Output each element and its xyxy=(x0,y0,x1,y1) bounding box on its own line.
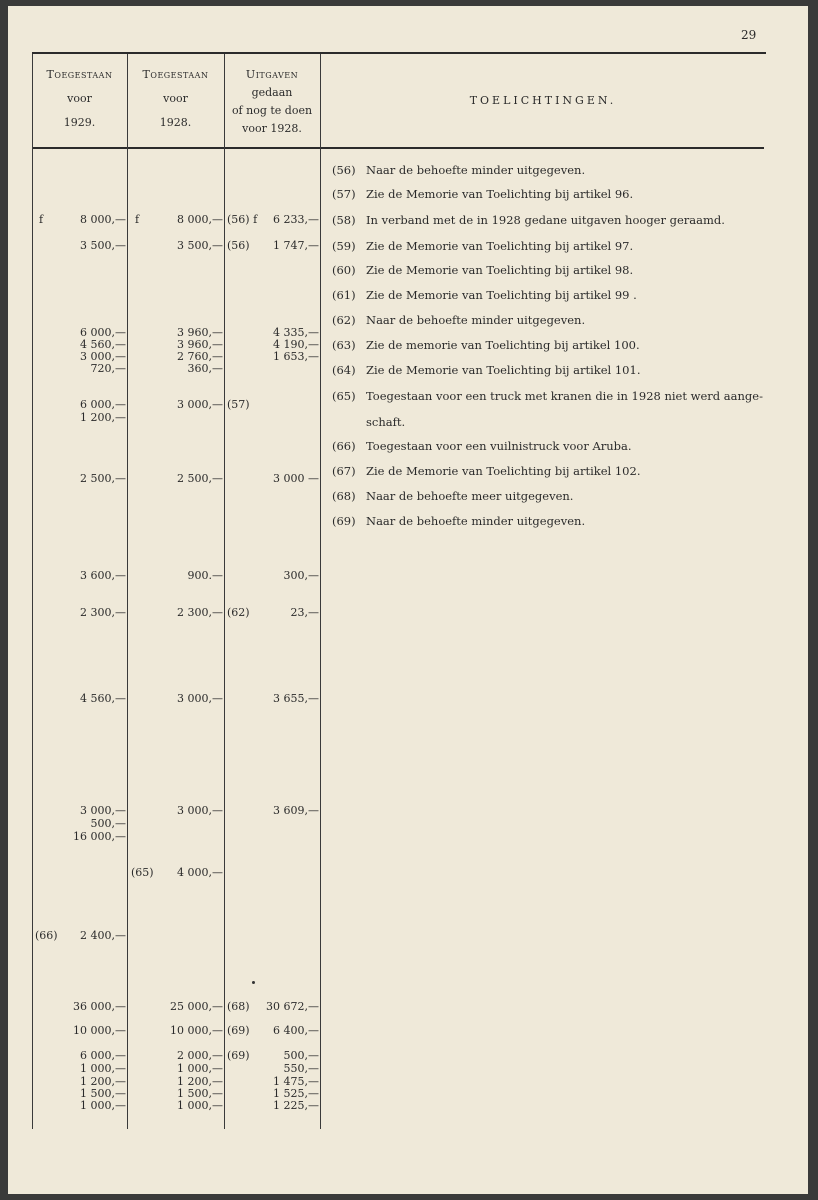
amount-1928: 8 000,— xyxy=(177,213,223,226)
amount-1928: 4 000,— xyxy=(177,866,223,879)
amount-1929: 1 200,— xyxy=(80,411,126,424)
amount-1929: 2 500,— xyxy=(80,472,126,485)
column-divider xyxy=(32,54,33,1129)
note-item: (68) Naar de behoefte meer uitgegeven. xyxy=(332,489,574,503)
note-item: (56) Naar de behoefte minder uitgegeven. xyxy=(332,163,586,177)
note-continuation: schaft. xyxy=(366,415,406,429)
note-ref: (62) xyxy=(227,606,250,619)
amount-uitgaven: 3 000 — xyxy=(273,472,319,485)
amount-uitgaven: 23,— xyxy=(290,606,319,619)
header-col-1928: Toegestaan voor 1928. xyxy=(142,68,209,129)
document-page xyxy=(8,6,808,1194)
top-rule xyxy=(32,52,766,54)
amount-uitgaven: 4 335,— xyxy=(273,326,319,339)
amount-1929: 6 000,— xyxy=(80,1049,126,1062)
amount-uitgaven: 1 747,— xyxy=(273,239,319,252)
note-ref: (69) xyxy=(227,1049,250,1062)
column-divider xyxy=(224,54,225,1129)
amount-1929: 4 560,— xyxy=(80,338,126,351)
note-ref: (56) f xyxy=(227,213,258,226)
amount-1928: 1 000,— xyxy=(177,1099,223,1112)
amount-1928: 1 200,— xyxy=(177,1075,223,1088)
amount-uitgaven: 1 225,— xyxy=(273,1099,319,1112)
currency-mark: f xyxy=(39,213,44,226)
note-item: (66) Toegestaan voor een vuilnistruck voor Aruba. xyxy=(332,439,632,453)
amount-1929: 6 000,— xyxy=(80,398,126,411)
note-ref: (56) xyxy=(227,239,250,252)
amount-1929: 1 500,— xyxy=(80,1087,126,1100)
amount-uitgaven: 6 400,— xyxy=(273,1024,319,1037)
amount-1928: 3 500,— xyxy=(177,239,223,252)
amount-1928: 1 000,— xyxy=(177,1062,223,1075)
amount-1929: 3 000,— xyxy=(80,804,126,817)
header-rule xyxy=(32,147,764,149)
amount-uitgaven: 1 475,— xyxy=(273,1075,319,1088)
amount-1928: 2 300,— xyxy=(177,606,223,619)
amount-1929: 8 000,— xyxy=(80,213,126,226)
ink-speck xyxy=(252,981,255,984)
amount-1929: 36 000,— xyxy=(73,1000,126,1013)
amount-uitgaven: 6 233,— xyxy=(273,213,319,226)
amount-1928: 3 000,— xyxy=(177,398,223,411)
amount-1928: 10 000,— xyxy=(170,1024,223,1037)
note-ref: (68) xyxy=(227,1000,250,1013)
amount-1929: 3 600,— xyxy=(80,569,126,582)
amount-1928: 2 760,— xyxy=(177,350,223,363)
amount-1929: 10 000,— xyxy=(73,1024,126,1037)
amount-1928: 3 000,— xyxy=(177,692,223,705)
amount-1929: 500,— xyxy=(90,817,126,830)
amount-1929: 1 000,— xyxy=(80,1099,126,1112)
amount-uitgaven: 4 190,— xyxy=(273,338,319,351)
amount-1929: 1 000,— xyxy=(80,1062,126,1075)
amount-uitgaven: 1 653,— xyxy=(273,350,319,363)
currency-mark: f xyxy=(135,213,140,226)
amount-1929: 2 400,— xyxy=(80,929,126,942)
amount-uitgaven: 550,— xyxy=(283,1062,319,1075)
note-item: (59) Zie de Memorie van Toelichting bij artikel 97. xyxy=(332,239,634,253)
amount-uitgaven: 500,— xyxy=(283,1049,319,1062)
note-item: (57) Zie de Memorie van Toelichting bij artikel 96. xyxy=(332,187,634,201)
amount-1929: 3 500,— xyxy=(80,239,126,252)
note-ref: (65) xyxy=(131,866,154,879)
note-item: (58) In verband met de in 1928 gedane uitgaven hooger geraamd. xyxy=(332,213,725,227)
amount-1928: 1 500,— xyxy=(177,1087,223,1100)
amount-uitgaven: 300,— xyxy=(283,569,319,582)
note-ref: (66) xyxy=(35,929,58,942)
note-item: (69) Naar de behoefte minder uitgegeven. xyxy=(332,514,586,528)
amount-1929: 4 560,— xyxy=(80,692,126,705)
amount-1929: 16 000,— xyxy=(73,830,126,843)
amount-uitgaven: 30 672,— xyxy=(266,1000,319,1013)
amount-1928: 2 000,— xyxy=(177,1049,223,1062)
note-item: (67) Zie de Memorie van Toelichting bij artikel 102. xyxy=(332,464,641,478)
page-number: 29 xyxy=(741,28,757,42)
amount-1929: 720,— xyxy=(90,362,126,375)
amount-uitgaven: 1 525,— xyxy=(273,1087,319,1100)
amount-1929: 1 200,— xyxy=(80,1075,126,1088)
amount-1928: 3 960,— xyxy=(177,326,223,339)
header-col-1929: Toegestaan voor 1929. xyxy=(46,68,113,129)
header-col-uitgaven: Uitgaven gedaan of nog te doen voor 1928. xyxy=(231,68,313,135)
note-ref: (57) xyxy=(227,398,250,411)
note-item: (61) Zie de Memorie van Toelichting bij artikel 99 . xyxy=(332,288,637,302)
amount-1928: 25 000,— xyxy=(170,1000,223,1013)
column-divider xyxy=(127,54,128,1129)
amount-1928: 900.— xyxy=(187,569,223,582)
note-item: (64) Zie de Memorie van Toelichting bij artikel 101. xyxy=(332,363,641,377)
amount-1929: 6 000,— xyxy=(80,326,126,339)
amount-1929: 2 300,— xyxy=(80,606,126,619)
note-item: (60) Zie de Memorie van Toelichting bij artikel 98. xyxy=(332,263,634,277)
header-toelichtingen: TOELICHTINGEN. xyxy=(469,94,617,107)
note-item: (62) Naar de behoefte minder uitgegeven. xyxy=(332,313,586,327)
amount-1928: 3 000,— xyxy=(177,804,223,817)
amount-1928: 2 500,— xyxy=(177,472,223,485)
note-item: (65) Toegestaan voor een truck met kranen die in 1928 niet werd aange- xyxy=(332,389,763,403)
column-divider xyxy=(320,54,321,1129)
amount-uitgaven: 3 609,— xyxy=(273,804,319,817)
amount-uitgaven: 3 655,— xyxy=(273,692,319,705)
amount-1929: 3 000,— xyxy=(80,350,126,363)
note-item: (63) Zie de memorie van Toelichting bij artikel 100. xyxy=(332,338,640,352)
amount-1928: 360,— xyxy=(187,362,223,375)
amount-1928: 3 960,— xyxy=(177,338,223,351)
note-ref: (69) xyxy=(227,1024,250,1037)
